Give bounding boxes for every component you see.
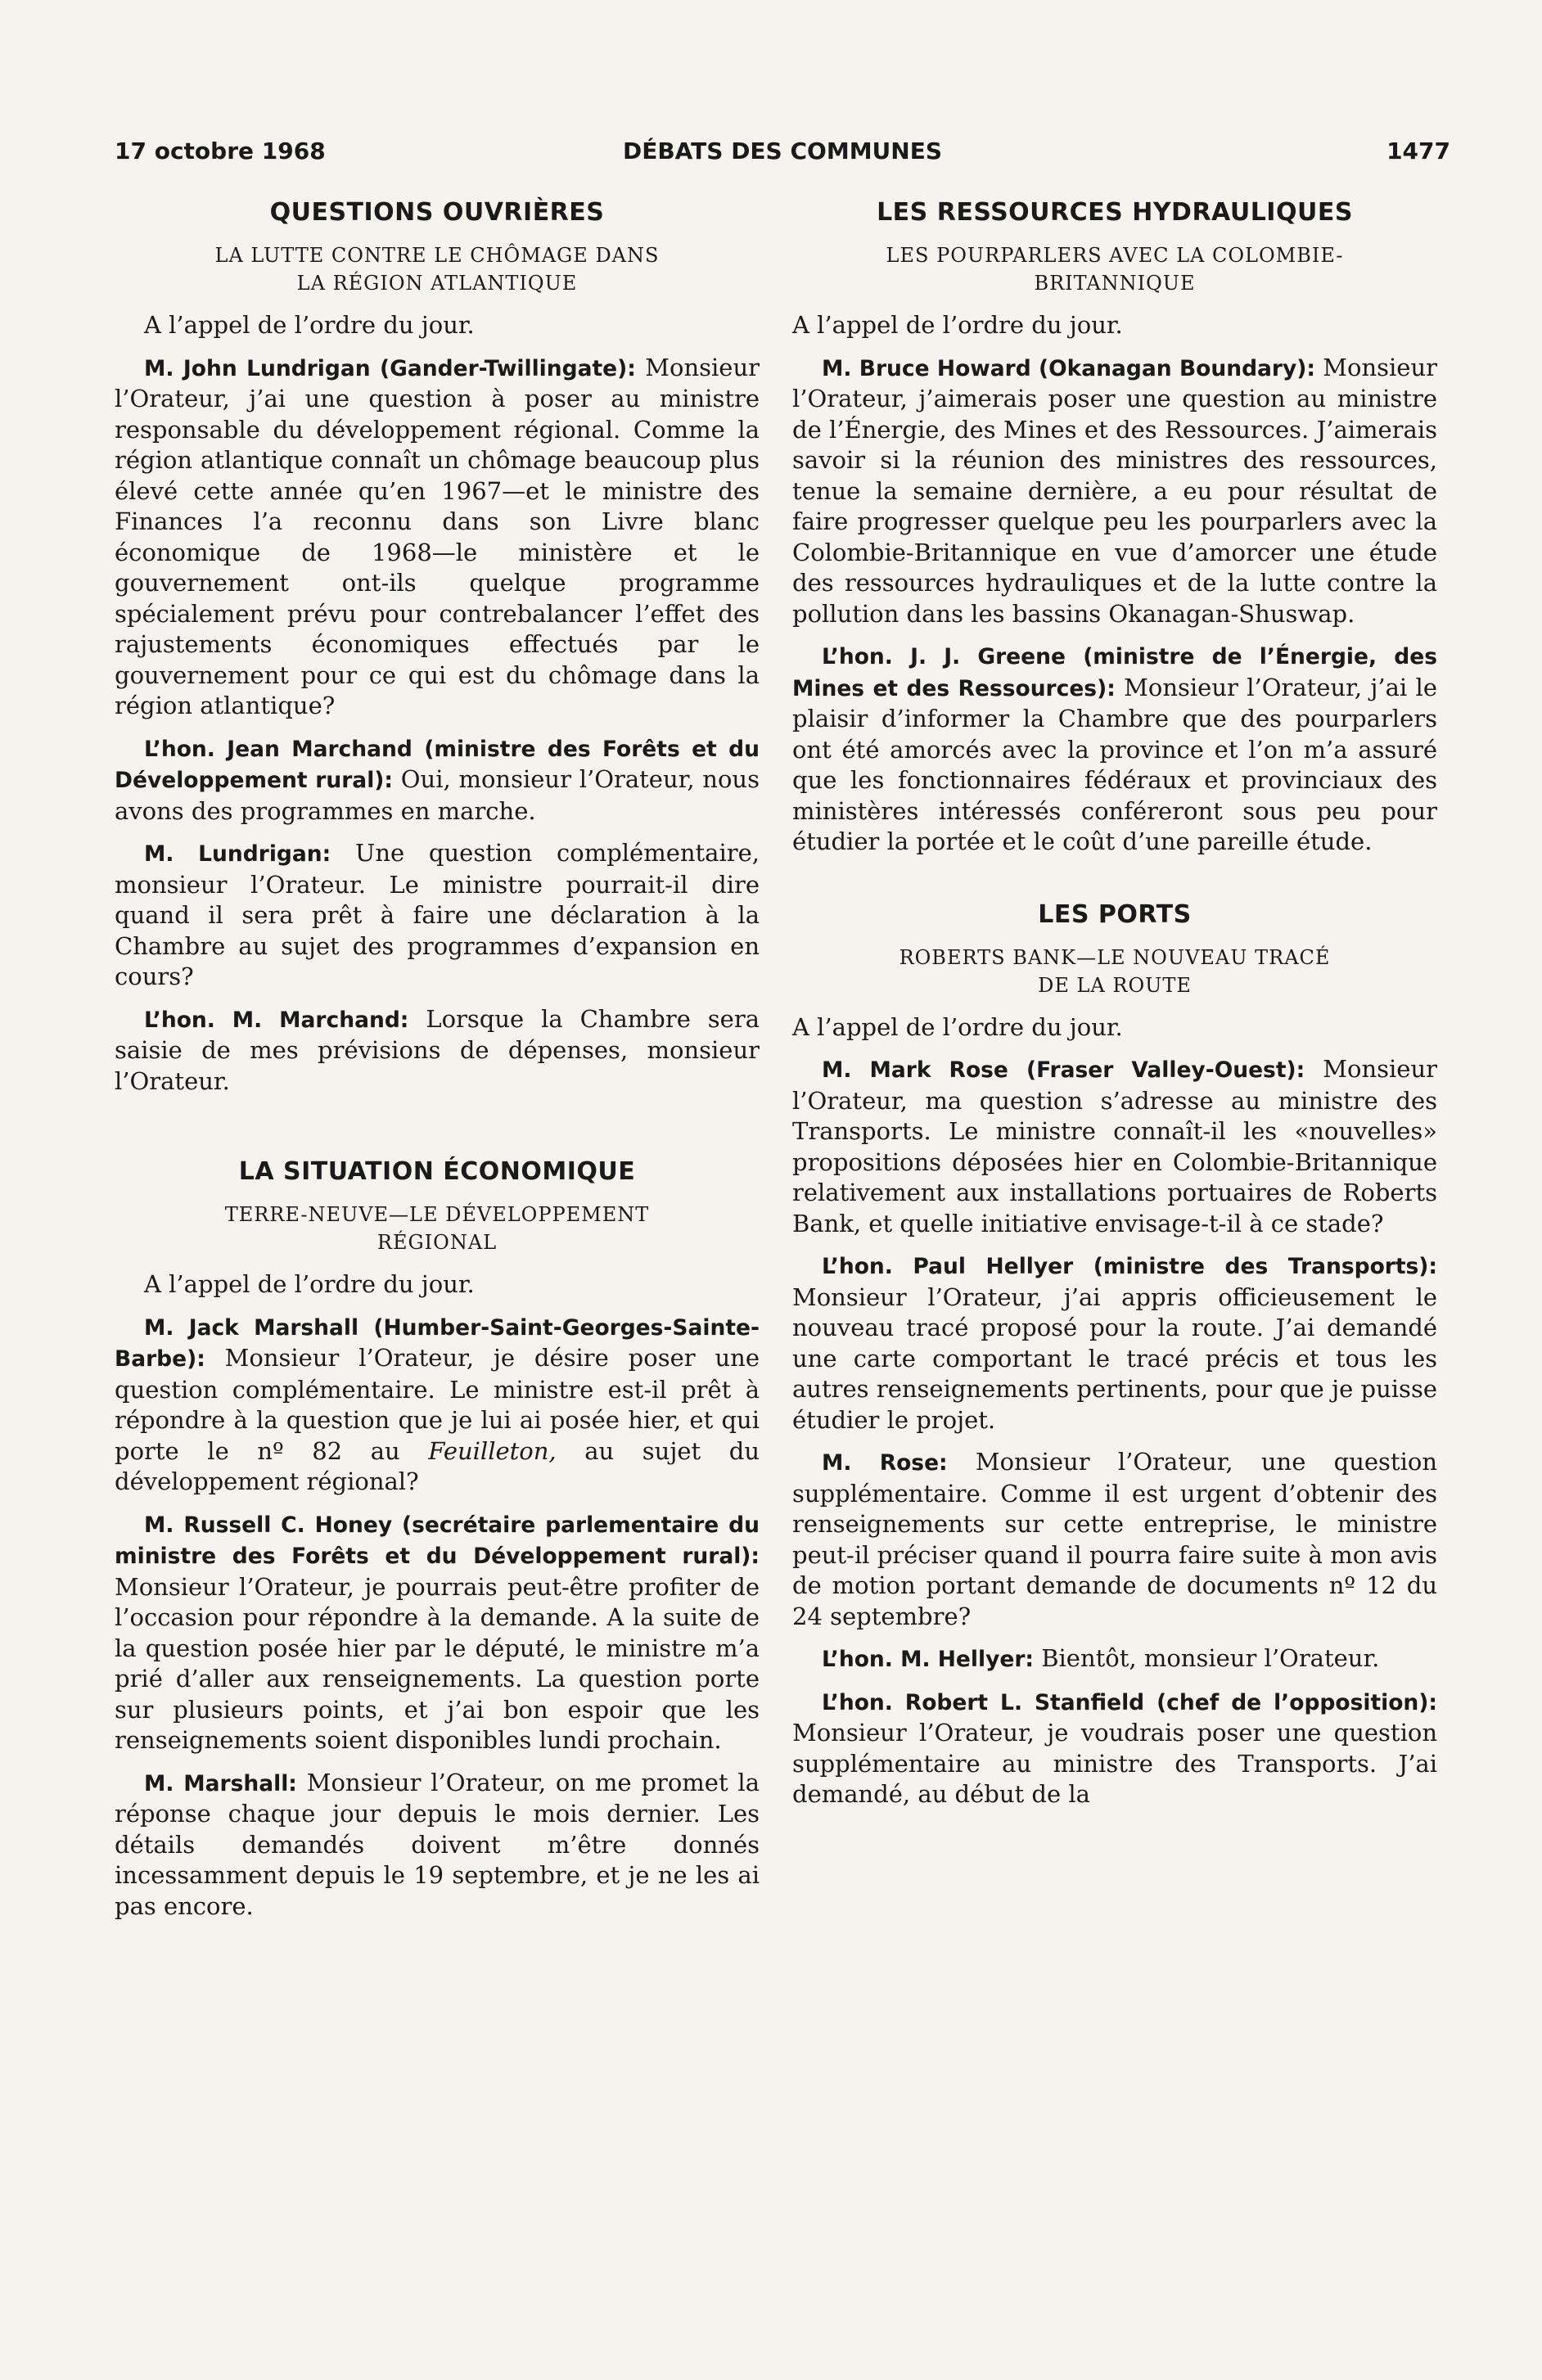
- speech-text: Monsieur l’Orateur, j’aimerais poser une question au ministre de l’Énergie, des Mines et des Ressources. J’aimerais savoir si la réunion des ministres des ressources, tenue la semaine dernière, a eu pour résultat de faire progresser quelque peu les pourparlers avec la Colombie-Britannique en vue d’amorcer une étude des ressources hydrauliques et de la lutte contre la pollution dans les bassins Okanagan-Shuswap.: [792, 353, 1437, 628]
- speaker-name: L’hon. M. Marchand:: [144, 1007, 409, 1033]
- subsection-heading-line: RÉGIONAL: [376, 1231, 498, 1254]
- speech-text: au sujet du développement régional?: [115, 1436, 760, 1495]
- procedural-note: A l’appel de l’ordre du jour.: [144, 1270, 475, 1298]
- subsection-heading-line: LA RÉGION ATLANTIQUE: [296, 272, 578, 295]
- speaker-name: M. Jack Marshall (Humber-Saint-Georges-Sainte-Barbe):: [115, 1314, 760, 1372]
- speech-paragraph: [115, 1004, 760, 1098]
- speech-paragraph: [115, 1768, 760, 1922]
- section-heading: LES PORTS: [1038, 899, 1192, 929]
- speaker-name: L’hon. J. J. Greene (ministre de l’Énergie, des Mines et des Ressources):: [792, 644, 1437, 701]
- speech-text: Monsieur l’Orateur, je pourrais peut-être profiter de l’occasion pour répondre à la demande. A la suite de la question posée hier par le député, le ministre m’a prié d’aller aux renseignements. La question porte sur plusieurs points, et j’ai bon espoir que les renseignements soient disponibles lundi prochain.: [115, 1572, 760, 1754]
- subsection-heading-line: ROBERTS BANK—LE NOUVEAU TRACÉ: [899, 945, 1331, 969]
- subsection-heading-line: LES POURPARLERS AVEC LA COLOMBIE-: [886, 244, 1344, 267]
- subsection-heading: [115, 1201, 760, 1256]
- subsection-heading: [115, 241, 760, 297]
- speaker-name: M. Marshall:: [144, 1770, 297, 1796]
- section-heading: QUESTIONS OUVRIÈRES: [269, 198, 605, 227]
- speech-paragraph: [115, 1509, 760, 1756]
- subsection-heading: [792, 944, 1437, 999]
- speech-text: Lorsque la Chambre sera saisie de mes prévisions de dépenses, monsieur l’Orateur.: [115, 1004, 760, 1095]
- speaker-name: M. Russell C. Honey (secrétaire parlementaire du ministre des Forêts et du Développement rural):: [115, 1512, 760, 1569]
- speaker-name: L’hon. Paul Hellyer (ministre des Transports):: [822, 1254, 1437, 1279]
- header-date: 17 octobre 1968: [115, 137, 326, 165]
- procedural-note: A l’appel de l’ordre du jour.: [144, 311, 475, 339]
- speaker-name: M. Lundrigan:: [144, 841, 331, 867]
- speech-italic-text: Feuilleton,: [428, 1436, 557, 1465]
- speech-text: Monsieur l’Orateur, ma question s’adresse au ministre des Transports. Le ministre connaît-il les «nouvelles» propositions déposées hier en Colombie-Britannique relativement aux installations portuaires de Roberts Bank, et quelle initiative envisage-t-il à ce stade?: [792, 1055, 1437, 1237]
- subsection-heading-line: TERRE-NEUVE—LE DÉVELOPPEMENT: [224, 1203, 650, 1226]
- page-number: 1477: [1386, 137, 1450, 165]
- section-spacer: [792, 869, 1437, 900]
- subsection-heading: [792, 241, 1437, 297]
- section-heading: LA SITUATION ÉCONOMIQUE: [238, 1157, 636, 1186]
- speech-paragraph: [115, 1312, 760, 1498]
- speech-paragraph: [115, 733, 760, 827]
- subsection-heading-line: DE LA ROUTE: [1038, 973, 1192, 997]
- subsection-heading-line: LA LUTTE CONTRE LE CHÔMAGE DANS: [214, 244, 660, 267]
- speech-paragraph: [792, 1643, 1437, 1675]
- speech-text: Monsieur l’Orateur, j’ai une question à poser au ministre responsable du développement régional. Comme la région atlantique connaît un chômage beaucoup plus élevé cette année qu’en 1967—et le ministre des Finances l’a reconnu dans son Livre blanc économique de 1968—le ministère et le gouvernement ont-ils quelque programme spécialement prévu pour contrebalancer l’effet des rajustements économiques effectués par le gouvernement pour ce qui est du chômage dans la région atlantique?: [115, 353, 760, 719]
- section-heading: LES RESSOURCES HYDRAULIQUES: [877, 198, 1353, 227]
- right-column: [792, 198, 1437, 1822]
- speech-text: Monsieur l’Orateur, j’ai appris officieusement le nouveau tracé proposé pour la route. J’ai demandé une carte comportant le tracé précis et tous les autres renseignements pertinents, pour que je puisse étudier le projet.: [792, 1282, 1437, 1434]
- speaker-name: L’hon. Jean Marchand (ministre des Forêts et du Développement rural):: [115, 736, 760, 793]
- speech-paragraph: [792, 641, 1437, 858]
- speech-text: Monsieur l’Orateur, une question supplémentaire. Comme il est urgent d’obtenir des renseignements sur cette entreprise, le ministre peut-il préciser quand il pourra faire suite à mon avis de motion portant demande de documents nº 12 du 24 septembre?: [792, 1448, 1437, 1630]
- speech-text: Monsieur l’Orateur, j’ai le plaisir d’informer la Chambre que des pourparlers ont été amorcés avec la province et l’on m’a assuré que les fonctionnaires fédéraux et provinciaux des ministères intéressés conféreront sous peu pour étudier la portée et le coût d’une pareille étude.: [792, 673, 1437, 855]
- header-title: DÉBATS DES COMMUNES: [622, 137, 943, 165]
- speech-paragraph: [792, 1251, 1437, 1436]
- section-spacer: [115, 1108, 760, 1157]
- subsection-heading-line: BRITANNIQUE: [1034, 272, 1196, 295]
- speech-paragraph: [792, 1687, 1437, 1810]
- left-column: [115, 198, 760, 1933]
- speech-text: Bientôt, monsieur l’Orateur.: [1033, 1644, 1380, 1672]
- speech-paragraph: [115, 838, 760, 993]
- speech-paragraph: [792, 1054, 1437, 1239]
- speaker-name: M. Bruce Howard (Okanagan Boundary):: [822, 355, 1315, 381]
- speaker-name: L’hon. M. Hellyer:: [822, 1647, 1034, 1672]
- speech-text: Monsieur l’Orateur, on me promet la réponse chaque jour depuis le mois dernier. Les détails demandés doivent m’être donnés incessamment depuis le 19 septembre, et je ne les ai pas encore.: [115, 1768, 760, 1920]
- speaker-name: M. Rose:: [822, 1450, 948, 1476]
- speech-paragraph: [115, 353, 760, 722]
- running-head: [115, 137, 1450, 174]
- speaker-name: M. John Lundrigan (Gander-Twillingate):: [144, 355, 636, 381]
- procedural-note: A l’appel de l’ordre du jour.: [792, 1012, 1123, 1041]
- speech-text: Une question complémentaire, monsieur l’Orateur. Le ministre pourrait-il dire quand il sera prêt à faire une déclaration à la Chambre au sujet des programmes d’expansion en cours?: [115, 839, 760, 990]
- procedural-note: A l’appel de l’ordre du jour.: [792, 311, 1123, 339]
- speech-text: Monsieur l’Orateur, je désire poser une question complémentaire. Le ministre est-il prêt à répondre à la question que je lui ai posée hier, et qui porte le nº 82 au: [115, 1344, 760, 1465]
- speech-text: Monsieur l’Orateur, je voudrais poser une question supplémentaire au ministre des Transports. J’ai demandé, au début de la: [792, 1719, 1437, 1808]
- speech-paragraph: [792, 353, 1437, 630]
- speech-text: Oui, monsieur l’Orateur, nous avons des programmes en marche.: [115, 765, 760, 825]
- speaker-name: M. Mark Rose (Fraser Valley-Ouest):: [822, 1057, 1305, 1083]
- speaker-name: L’hon. Robert L. Stanfield (chef de l’opposition):: [822, 1689, 1437, 1715]
- speech-paragraph: [792, 1447, 1437, 1632]
